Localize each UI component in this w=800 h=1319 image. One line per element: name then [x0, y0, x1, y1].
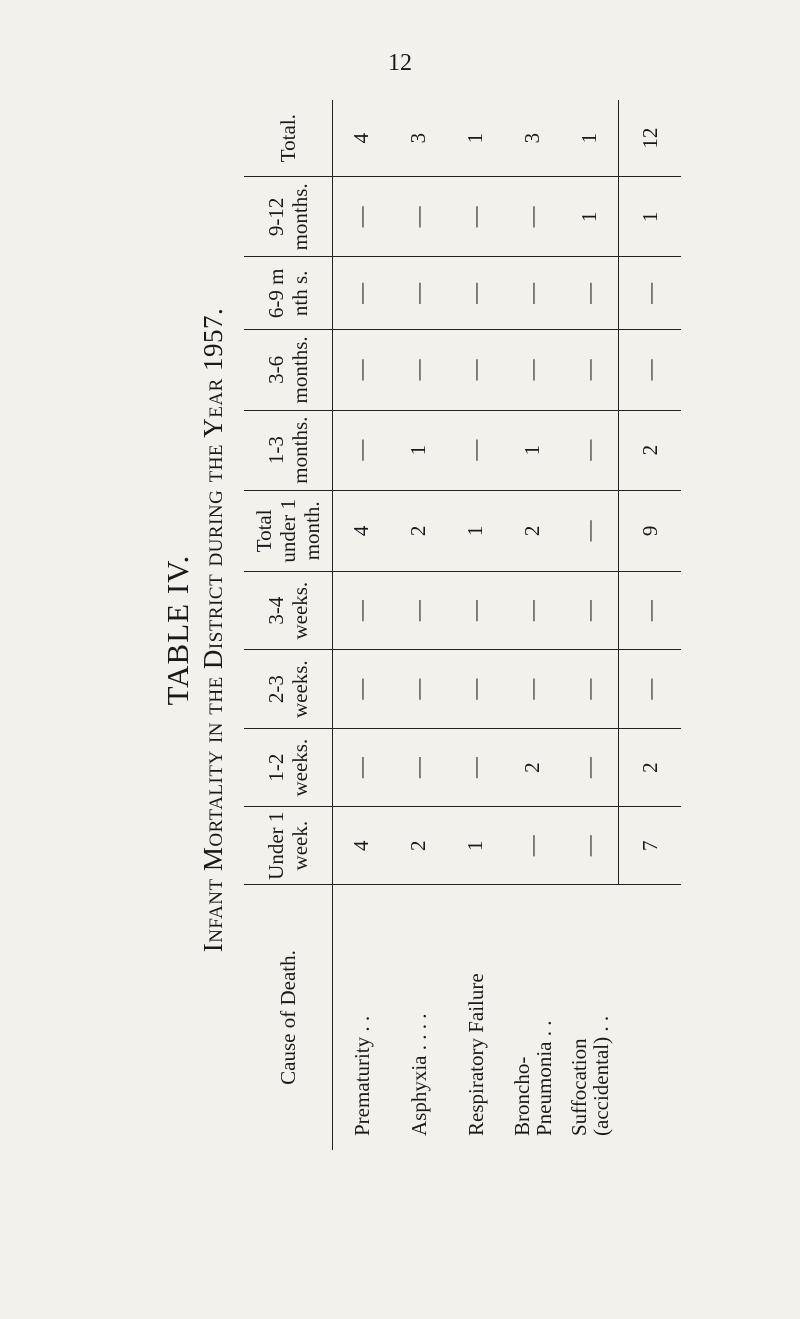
total-cell: 7 [619, 807, 682, 885]
totals-label-cell [619, 884, 682, 1150]
column-header: 9-12 months. [244, 177, 333, 257]
value-cell: — [504, 257, 561, 330]
table-row [390, 100, 447, 1150]
column-header: Total. [244, 100, 333, 177]
value-cell: — [390, 650, 447, 729]
value-cell: 2 [504, 490, 561, 571]
totals-row [619, 100, 682, 1150]
infant-mortality-table [244, 100, 681, 1150]
table-row [447, 100, 504, 1150]
rotated-table-section [160, 100, 660, 1160]
total-cell: 9 [619, 490, 682, 571]
value-cell: — [504, 571, 561, 650]
cause-cell: Respiratory Failure [463, 973, 488, 1136]
value-cell: — [447, 728, 504, 807]
value-cell: — [447, 650, 504, 729]
total-cell: — [619, 330, 682, 410]
value-cell: — [561, 807, 619, 885]
value-cell: — [390, 571, 447, 650]
cause-cell: Broncho- Pneumonia . . [509, 1020, 556, 1136]
total-cell: — [619, 650, 682, 729]
value-cell: — [333, 330, 391, 410]
value-cell: — [333, 177, 391, 257]
value-cell: — [504, 807, 561, 885]
value-cell: — [447, 257, 504, 330]
value-cell: 4 [333, 100, 391, 177]
table-subtitle: Infant Mortality in the District during the Year 1957. [198, 307, 228, 953]
column-header: 2-3 weeks. [244, 650, 333, 729]
value-cell: — [447, 330, 504, 410]
value-cell: 1 [390, 410, 447, 490]
value-cell: 1 [561, 177, 619, 257]
value-cell: 1 [447, 490, 504, 571]
value-cell: — [561, 257, 619, 330]
table-row [561, 100, 619, 1150]
total-cell: — [619, 571, 682, 650]
table-body [333, 100, 682, 1150]
value-cell: 1 [447, 807, 504, 885]
value-cell: — [447, 177, 504, 257]
value-cell: — [333, 728, 391, 807]
value-cell: — [390, 177, 447, 257]
value-cell: 3 [390, 100, 447, 177]
column-header: 6-9 m nth s. [244, 257, 333, 330]
column-header: 1-2 weeks. [244, 728, 333, 807]
value-cell: — [447, 571, 504, 650]
value-cell: 1 [447, 100, 504, 177]
value-cell: 4 [333, 490, 391, 571]
cause-cell: Suffocation (accidental) . . [566, 1015, 613, 1136]
value-cell: 4 [333, 807, 391, 885]
total-cell: 2 [619, 410, 682, 490]
total-cell: 2 [619, 728, 682, 807]
header-row [244, 100, 333, 1150]
value-cell: — [561, 728, 619, 807]
value-cell: — [333, 257, 391, 330]
column-header: Total under 1 month. [244, 490, 333, 571]
total-cell: — [619, 257, 682, 330]
column-header: 3-4 weeks. [244, 571, 333, 650]
page-number: 12 [388, 50, 412, 76]
value-cell: — [504, 650, 561, 729]
value-cell: — [504, 177, 561, 257]
value-cell: — [504, 330, 561, 410]
value-cell: 2 [390, 807, 447, 885]
value-cell: 1 [561, 100, 619, 177]
total-cell: 1 [619, 177, 682, 257]
column-header: Under 1 week. [244, 807, 333, 885]
value-cell: — [561, 650, 619, 729]
value-cell: — [390, 728, 447, 807]
column-header: 1-3 months. [244, 410, 333, 490]
value-cell: — [390, 257, 447, 330]
value-cell: — [561, 410, 619, 490]
table-label: TABLE IV. [160, 554, 195, 706]
value-cell: — [333, 650, 391, 729]
cause-cell: Asphyxia . . . . [406, 1013, 431, 1136]
value-cell: — [333, 571, 391, 650]
value-cell: 2 [504, 728, 561, 807]
value-cell: 3 [504, 100, 561, 177]
value-cell: — [561, 330, 619, 410]
value-cell: — [561, 490, 619, 571]
column-header: 3-6 months. [244, 330, 333, 410]
table-row [333, 100, 391, 1150]
column-header: Cause of Death. [244, 884, 333, 1150]
value-cell: — [390, 330, 447, 410]
table-row [504, 100, 561, 1150]
value-cell: — [333, 410, 391, 490]
value-cell: — [561, 571, 619, 650]
value-cell: 2 [390, 490, 447, 571]
value-cell: 1 [504, 410, 561, 490]
cause-cell: Prematurity . . [349, 1015, 374, 1136]
total-cell: 12 [619, 100, 682, 177]
value-cell: — [447, 410, 504, 490]
